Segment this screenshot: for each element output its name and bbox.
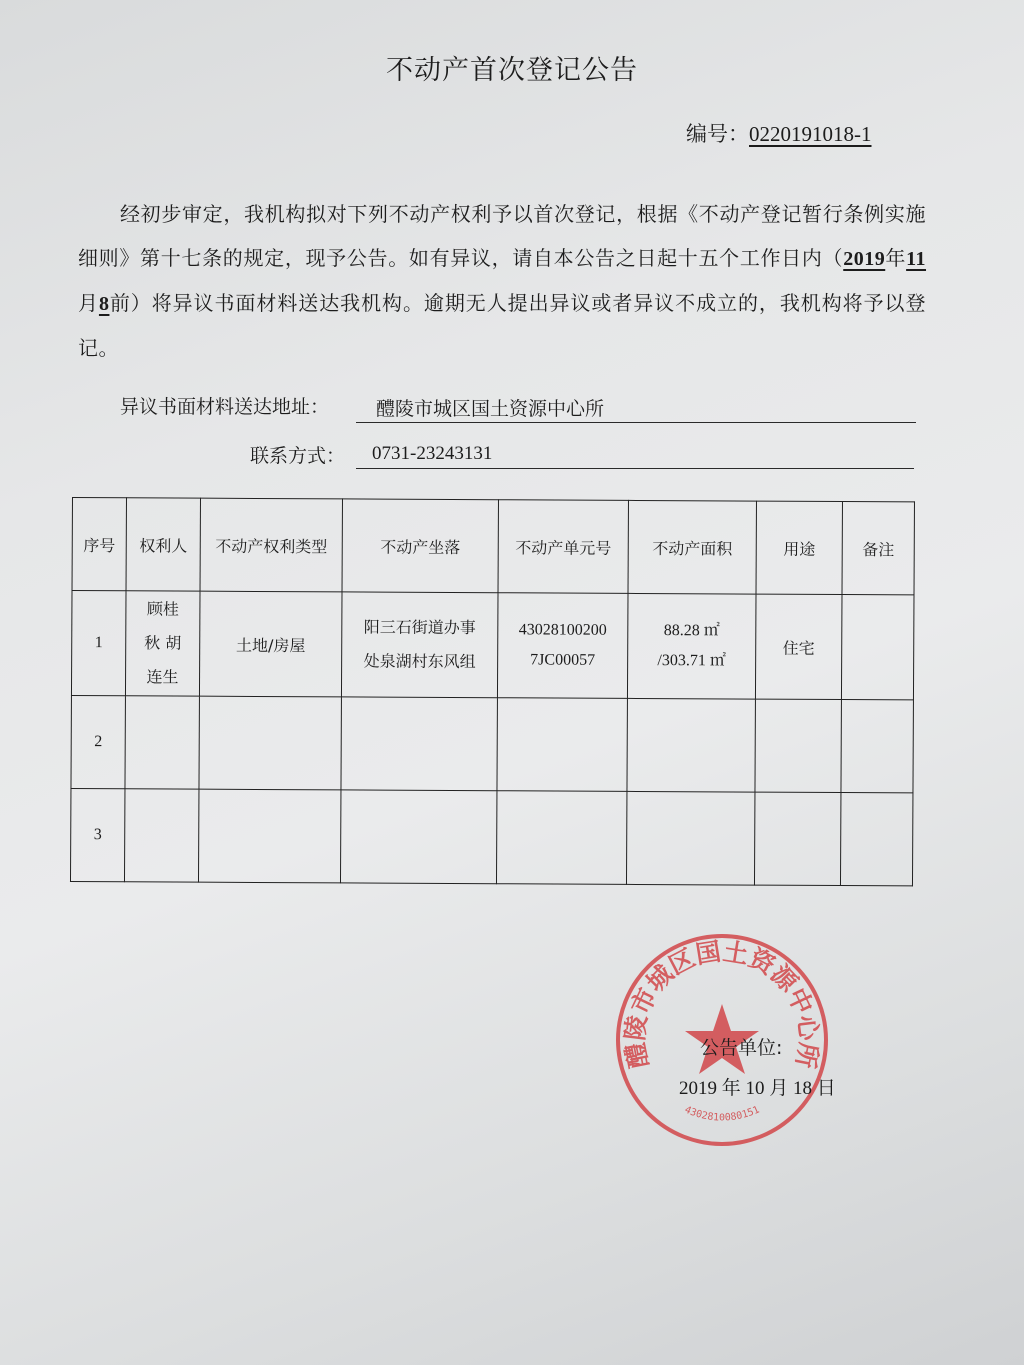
seal-code: 4302810080151 xyxy=(682,1104,762,1124)
location-line: 阳三石街道办事 xyxy=(363,617,476,638)
address-underline xyxy=(356,422,916,423)
page-title: 不动产首次登记公告 xyxy=(386,55,638,86)
table-header-row xyxy=(72,498,914,595)
body-text-part1: 经初步审定，我机构拟对下列不动产权利予以首次登记，根据《不动产登记暂行条例实施细则》第十七条的规定，现予公告。如有异议，请自本公告之日起十五个工作日内（ xyxy=(78,202,926,270)
deadline-year: 2019 xyxy=(843,248,886,270)
right-type-cell xyxy=(198,789,340,883)
contact-value: 0731-23243131 xyxy=(372,443,493,464)
table-row xyxy=(71,695,913,792)
notice-number xyxy=(686,118,872,148)
location-cell xyxy=(340,790,496,884)
owner-cell xyxy=(125,696,199,789)
right-type-cell xyxy=(199,696,341,790)
use-cell: 住宅 xyxy=(755,594,842,699)
header-location: 不动产坐落 xyxy=(342,499,498,593)
row-index: 2 xyxy=(71,695,125,788)
area-cell xyxy=(627,593,756,699)
right-type-cell: 土地/房屋 xyxy=(199,591,342,697)
header-use: 用途 xyxy=(756,501,842,594)
unit-number-cell xyxy=(497,698,627,792)
area-cell xyxy=(627,698,755,792)
location-cell xyxy=(341,592,498,698)
owner-cell xyxy=(124,789,198,882)
notice-body xyxy=(78,192,926,370)
header-index: 序号 xyxy=(72,498,126,591)
unit-number-line: 7JC00057 xyxy=(530,651,596,669)
notice-number-label: 编号： xyxy=(686,122,749,146)
notice-number-value: 0220191018-1 xyxy=(749,122,872,146)
issue-date: 2019 年 10 月 18 日 xyxy=(679,1078,836,1099)
area-line: /303.71 ㎡ xyxy=(657,652,726,670)
address-label: 异议书面材料送达地址： xyxy=(120,396,330,418)
owner-line: 顾桂 xyxy=(146,599,179,619)
header-note: 备注 xyxy=(842,502,914,595)
note-cell xyxy=(840,793,912,886)
owner-line: 秋 胡 xyxy=(144,633,182,653)
table-row xyxy=(71,591,914,700)
owner-line: 连生 xyxy=(146,667,179,687)
address-value: 醴陵市城区国土资源中心所 xyxy=(376,398,605,420)
note-cell xyxy=(841,595,914,700)
contact-label: 联系方式： xyxy=(250,445,346,467)
year-suffix: 年 xyxy=(885,246,907,270)
header-owner: 权利人 xyxy=(126,498,200,591)
issuer-label: 公告单位: xyxy=(700,1037,783,1059)
owner-cell xyxy=(125,591,200,696)
month-suffix: 月 xyxy=(78,291,99,315)
use-cell xyxy=(755,699,841,792)
area-cell xyxy=(626,791,754,885)
location-cell xyxy=(341,697,497,791)
table-row xyxy=(70,788,912,885)
row-index: 3 xyxy=(70,788,124,881)
seal-text: 醴陵市城区国土资源中心所 xyxy=(620,936,824,1071)
contact-underline xyxy=(356,468,914,469)
body-text-part2: 前）将异议书面材料送达我机构。逾期无人提出异议或者异议不成立的，我机构将予以登记。 xyxy=(78,291,926,360)
deadline-day: 8 xyxy=(98,293,110,315)
note-cell xyxy=(841,700,913,793)
header-right-type: 不动产权利类型 xyxy=(200,498,342,592)
deadline-month: 11 xyxy=(906,248,927,270)
area-line: 88.28 ㎡ xyxy=(663,622,720,640)
header-area: 不动产面积 xyxy=(628,500,756,594)
use-cell xyxy=(754,792,840,885)
header-unit-number: 不动产单元号 xyxy=(498,500,628,594)
unit-number-cell xyxy=(496,791,626,885)
row-index: 1 xyxy=(71,591,126,696)
registration-table xyxy=(70,497,915,886)
unit-number-cell xyxy=(497,593,628,699)
location-line: 处泉湖村东风组 xyxy=(363,651,476,672)
unit-number-line: 43028100200 xyxy=(518,621,607,639)
